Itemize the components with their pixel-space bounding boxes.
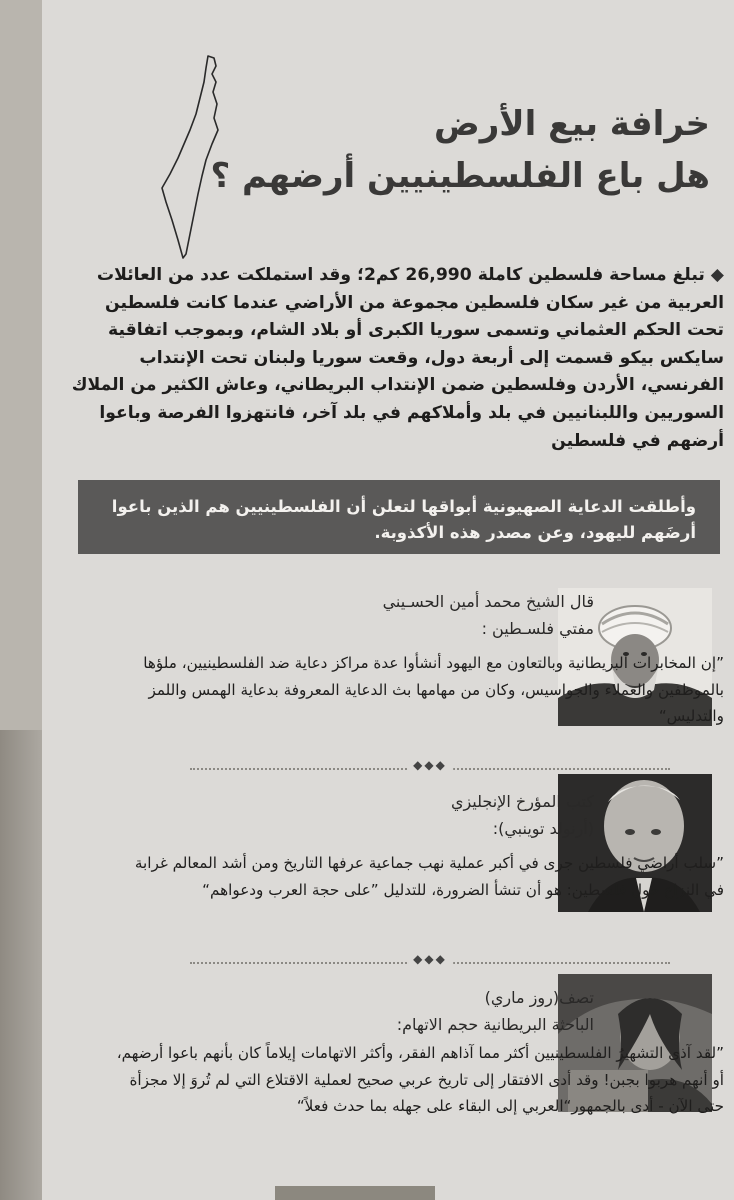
divider-diamonds-icon: ◆◆◆: [407, 952, 453, 966]
section-divider: [190, 758, 670, 774]
headline-line-2: هل باع الفلسطينيين أرضهم ؟: [210, 156, 710, 196]
quote-text-toynbee: ”سلب أراضي فلسطين جرى في أكبر عملية نهب جماعية عرفها التاريخ ومن أشد المعالم غرابة في النزاع حول فلسطين: هو أن تنشأ الضرورة، للتدليل ”على حجة العرب ودعواهم“: [134, 854, 724, 899]
quote-text-mufti: ”إن المخابرات البريطانية وبالتعاون مع اليهود أنشأوا عدة مراكز دعاية ضد الفلسطينيين، ملؤها بالموظفين والعملاء والجواسيس، وكان من مهامها بث الدعاية المعروفة بدعاية الهمس واللمز والتدليس“: [143, 654, 724, 726]
diamond-bullet-icon: ◆: [710, 265, 724, 285]
speaker-title-line: (أرنولد توينبي):: [492, 819, 594, 838]
speaker-rosemary: [294, 984, 594, 1038]
callout-banner: [78, 480, 720, 554]
headline-line-1: خرافة بيع الأرض: [433, 104, 710, 144]
section-divider: [190, 952, 670, 968]
speaker-title-line: مفتي فلسـطين :: [481, 619, 594, 638]
speaker-name-line: قال الشيخ محمد أمين الحسـيني: [382, 592, 594, 611]
speaker-mufti: [294, 588, 594, 642]
quote-text-rosemary: ”لقد آذى التشهيرُ الفلسطينيين أكثر مما آذاهم الفقر، وأكثر الاتهامات إيلاماً كان بأنهم باعوا أرضهم، أو أنهم هربوا بجبن! وقد أدى الافتقار إلى تاريخ عربي صحيح لعملية الاقتلاع التي لم تُروَ إلا مجزأة حتى الآن - أدى بالجمهور“العربي إلى البقاء على جهله بما حدث فعلاً“: [116, 1044, 724, 1116]
intro-paragraph: [66, 262, 724, 455]
speaker-name-line: كتب المؤرخ الإنجليزي: [450, 792, 594, 811]
intro-text: تبلغ مساحة فلسطين كاملة 26,990 كم2؛ وقد استملكت عدد من العائلات العربية من غير سكان فلسطين مجموعة من الأراضي عندما كانت فلسطين تحت الحكم العثماني وتسمى سوريا الكبرى أو بلاد الشام، وبموجب اتفاقية سايكس بيكو قسمت إلى أربعة دول، وقعت سوريا ولبنان تحت الإنتداب الفرنسي، الأردن وفلسطين ضمن الإنتداب البريطاني، وعاش الكثير من الملاك السوريين واللبنانيين في بلد وأملاكهم في بلد آخر، فانتهزوا الفرصة وباعوا أرضهم في فلسطين: [71, 265, 724, 451]
speaker-title-line: الباحثة البريطانية حجم الاتهام:: [396, 1015, 594, 1034]
headline: [210, 98, 710, 202]
speaker-name-line: تصف(روز ماري): [484, 988, 594, 1007]
divider-diamonds-icon: ◆◆◆: [407, 758, 453, 772]
speaker-toynbee: [294, 788, 594, 842]
callout-text: وأطلقت الدعاية الصهيونية أبواقها لتعلن أن الفلسطينيين هم الذين باعوا أرضَهم لليهود، وعن مصدر هذه الأكذوبة.: [111, 497, 696, 542]
bottom-edge-tab: [275, 1186, 435, 1200]
